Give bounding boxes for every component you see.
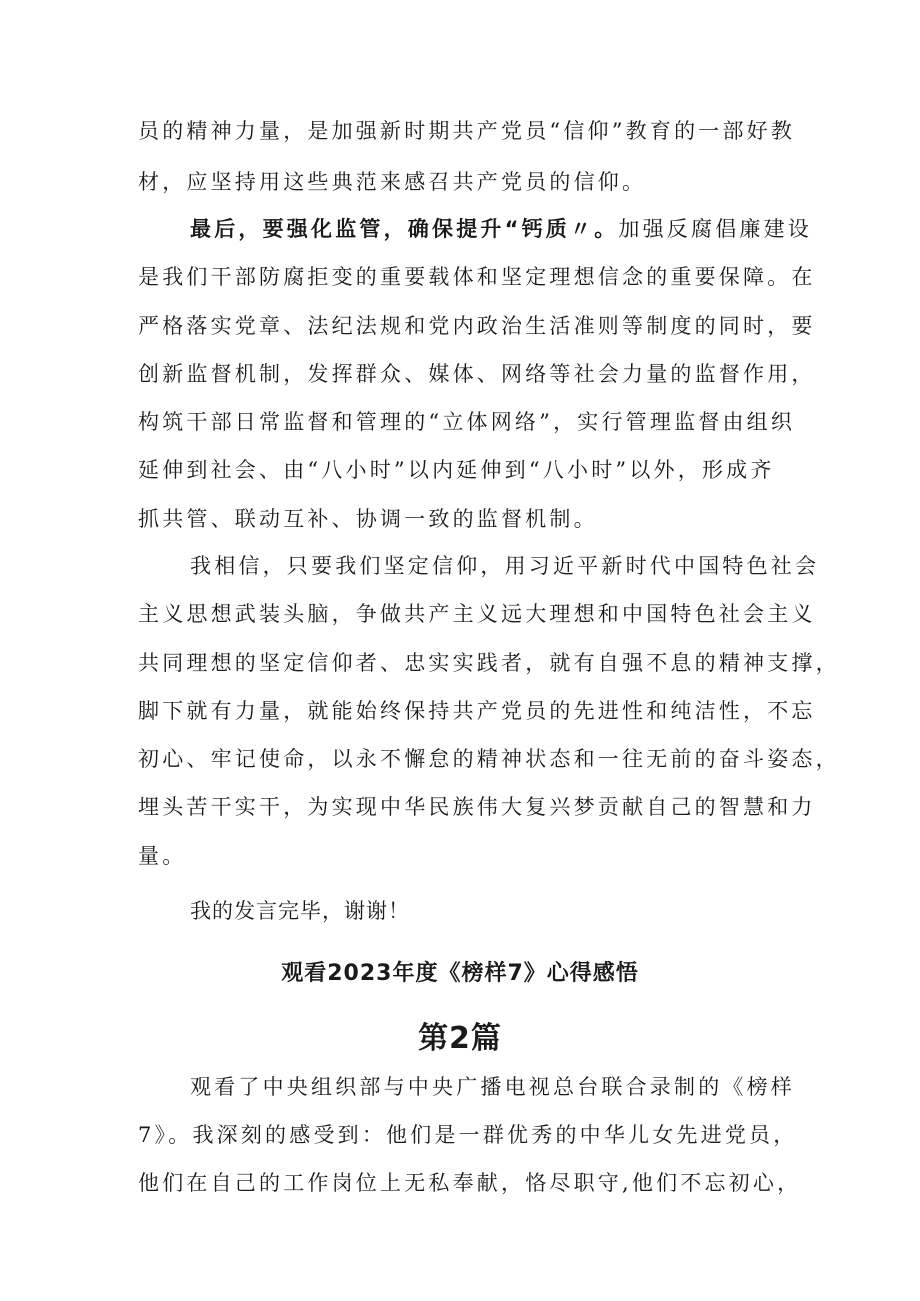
- paragraph-3-line-6: 埋头苦干实干，为实现中华民族伟大复兴梦贡献自己的智慧和力: [138, 795, 816, 819]
- paragraph-2-lead-rest: 加强反腐倡廉建设: [618, 217, 813, 241]
- paragraph-3-line-4: 脚下就有力量，就能始终保持共产党员的先进性和纯洁性，不忘: [138, 699, 816, 723]
- paragraph-2-lead: 最后，要强化监管，确保提升“钙质〃。: [190, 217, 619, 241]
- paragraph-3-line-7: 量。: [138, 844, 187, 868]
- section-title: 观看2023年度《榜样7》心得感悟: [281, 961, 639, 986]
- paragraph-2-line-3: 严格落实党章、法纪法规和党内政治生活准则等制度的同时，要: [138, 314, 816, 338]
- paragraph-1-line-2: 材，应坚持用这些典范来感召共产党员的信仰。: [138, 170, 647, 194]
- paragraph-4-line-1: 观看了中央组织部与中央广播电视总台联合录制的《榜样: [190, 1075, 795, 1099]
- paragraph-3-line-1: 我相信，只要我们坚定信仰，用习近平新时代中国特色社会: [190, 554, 820, 578]
- paragraph-2-line-2: 是我们干部防腐拒变的重要载体和坚定理想信念的重要保障。在: [138, 265, 816, 289]
- paragraph-2-line-7: 抓共管、联动互补、协调一致的监督机制。: [138, 507, 598, 531]
- paragraph-2-line-1: [190, 214, 812, 244]
- paragraph-3-line-3: 共同理想的坚定信仰者、忠实实践者，就有自强不息的精神支撑，: [138, 651, 840, 675]
- paragraph-2-line-6: 延伸到社会、由“八小时”以内延伸到“八小时”以外，形成齐: [138, 458, 775, 482]
- closing-line: 我的发言完毕，谢谢！: [190, 899, 410, 923]
- section-subtitle: 第2篇: [418, 1021, 502, 1056]
- paragraph-3-line-5: 初心、牢记使命，以永不懈怠的精神状态和一往无前的奋斗姿态，: [138, 747, 840, 771]
- paragraph-3-line-2: 主义思想武装头脑，争做共产主义远大理想和中国特色社会主义: [138, 602, 816, 626]
- paragraph-2-line-4: 创新监督机制，发挥群众、媒体、网络等社会力量的监督作用，: [138, 362, 816, 386]
- paragraph-4-line-2: 7》。我深刻的感受到：他们是一群优秀的中华儿女先进党员，: [138, 1123, 798, 1147]
- paragraph-1-line-1: 员的精神力量，是加强新时期共产党员“信仰”教育的一部好教: [138, 119, 796, 143]
- paragraph-4-line-3: 他们在自己的工作岗位上无私奉献，恪尽职守,他们不忘初心，: [138, 1171, 802, 1195]
- paragraph-2-line-5: 构筑干部日常监督和管理的“立体网络”，实行管理监督由组织: [138, 410, 796, 434]
